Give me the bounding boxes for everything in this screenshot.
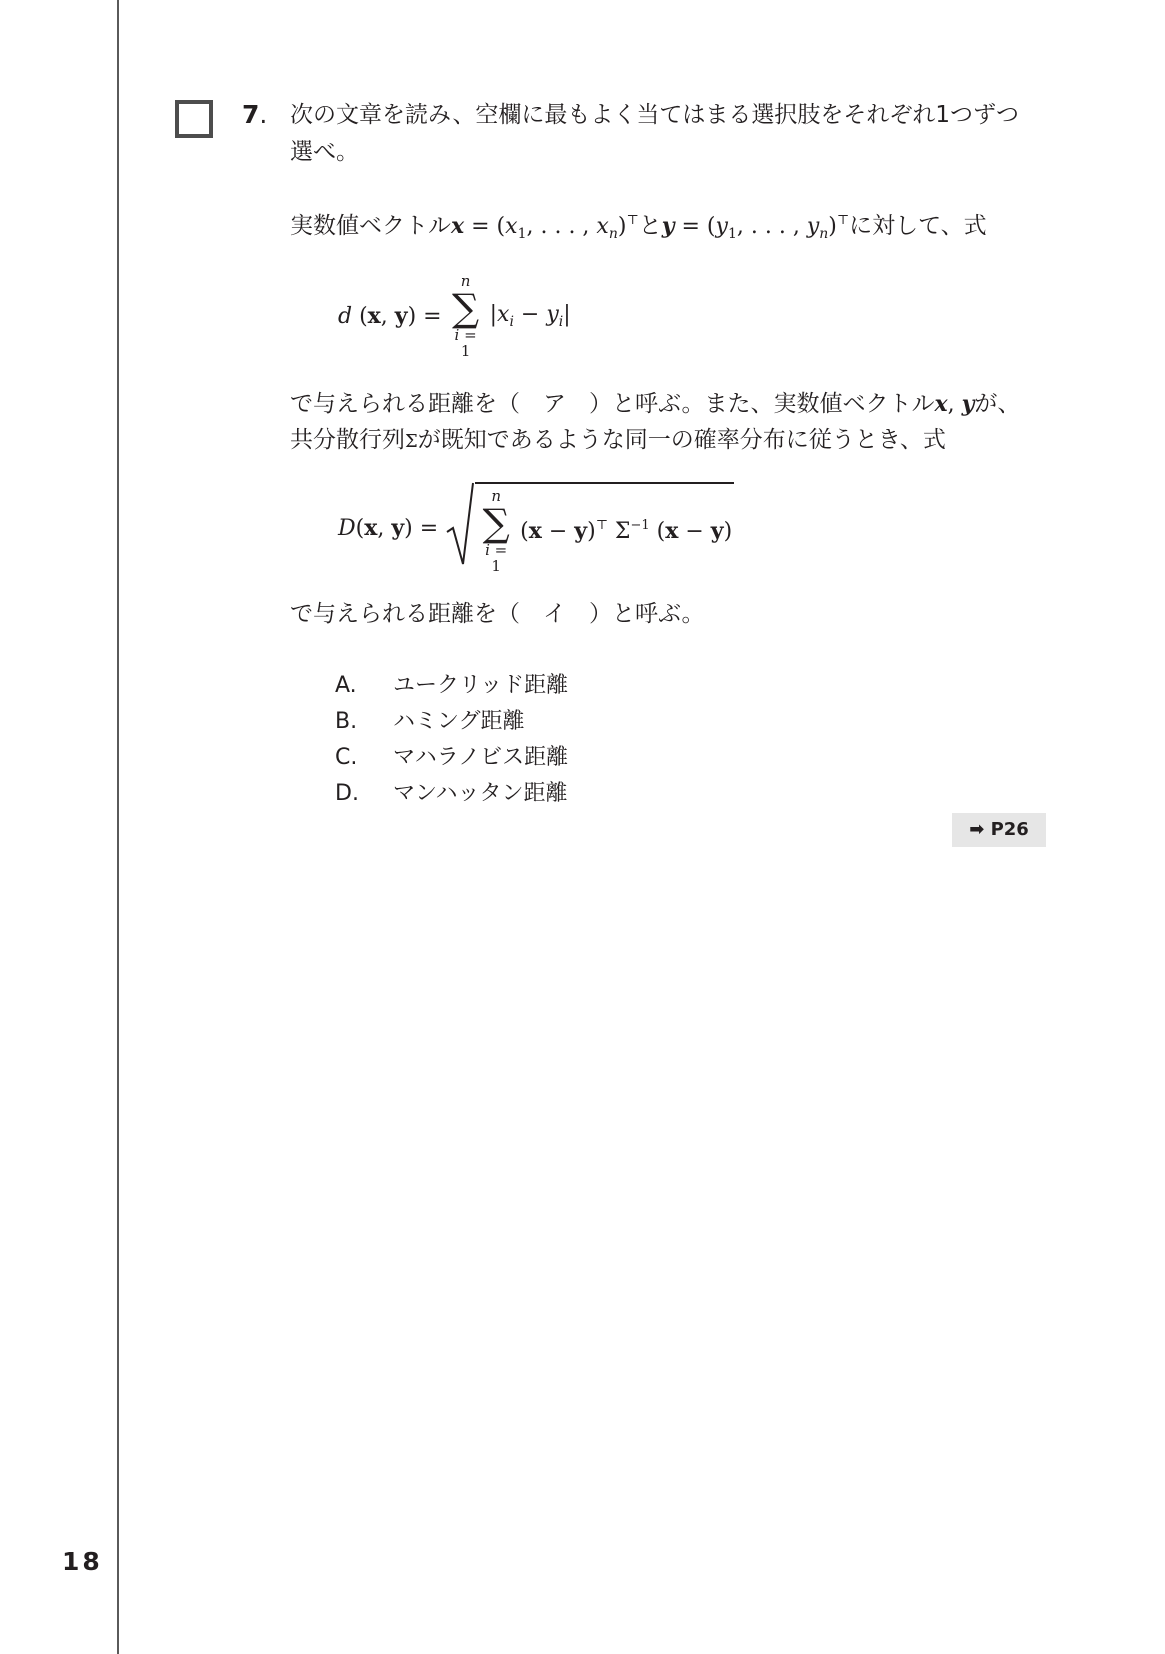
question-instruction-line2: 選べ。 (290, 139, 359, 165)
question-checkbox[interactable] (175, 100, 213, 138)
radical-sign-icon (445, 482, 475, 568)
question-instruction-line1: 次の文章を読み、空欄に最もよく当てはまる選択肢をそれぞれ1つずつ (290, 102, 1020, 128)
manhattan-formula: d (x, y) = n ∑ i = 1 $|x_i - y_i|$ (338, 272, 571, 360)
arrow-right-icon: ➡ (969, 819, 985, 840)
choice-b[interactable]: B. ハミング距離 (335, 709, 525, 734)
after-formula1-line2: 共分散行列Σが既知であるような同一の確率分布に従うとき、式 (290, 427, 946, 453)
intro-sentence: 実数値ベクトル$x = (x_1$, . . . , $x_n)^⊤$と$y = (y_1$, . . . , $y_n)^⊤$に対して、式 (290, 213, 987, 242)
choice-list (335, 668, 568, 812)
vector-x-definition: $x = (x_1$, . . . , $x_n)^⊤$ (451, 213, 639, 242)
after-formula2: で与えられる距離を（ イ ）と呼ぶ。 (290, 601, 705, 627)
after-formula1-line1: で与えられる距離を（ ア ）と呼ぶ。また、実数値ベクトルx, yが、 (290, 391, 1021, 417)
page-reference-badge[interactable]: ➡ P26 (952, 813, 1046, 847)
choice-c[interactable]: C. マハラノビス距離 (335, 745, 569, 770)
margin-rule (117, 0, 119, 1654)
choice-a[interactable]: A. ユークリッド距離 (335, 673, 569, 698)
page-number: 18 (62, 1547, 103, 1576)
summation-symbol: n ∑ i = 1 (452, 272, 480, 360)
vector-y-definition: $y = (y_1$, . . . , $y_n)^⊤$ (661, 213, 850, 242)
question-number: 7. (242, 100, 268, 129)
choice-d[interactable]: D. マンハッタン距離 (335, 781, 568, 806)
square-root: n ∑ i = 1 (x − y)⊤ $\Sigma^{-1}$ (x − y) (445, 482, 734, 574)
mahalanobis-formula: D(x, y) = n ∑ i = 1 (x − y)⊤ $\Sigma^{-1}$ (x − y) (338, 482, 734, 574)
